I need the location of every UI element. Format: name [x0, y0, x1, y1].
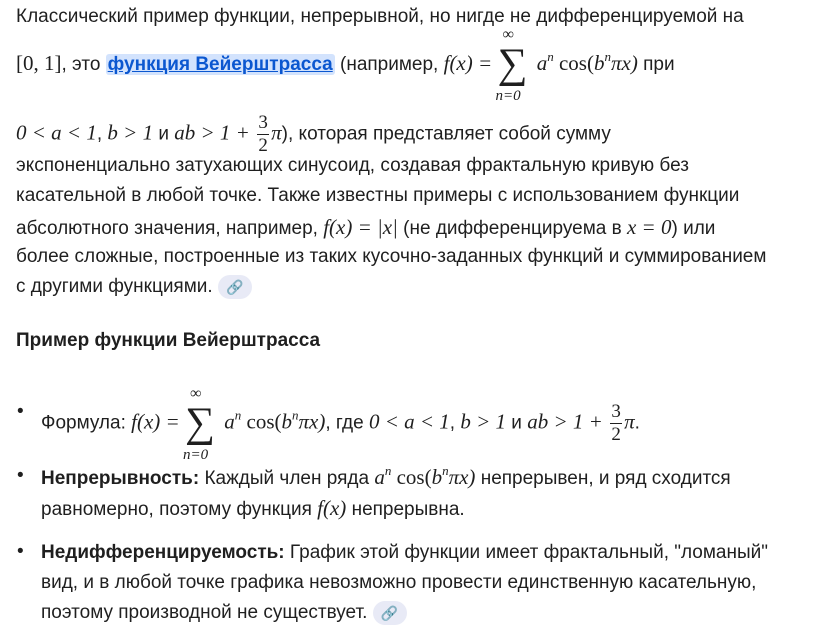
list-item-formula: Формула: f(x) = ∞ ∑ n=0 $a^n$ $\cos(b^n\pi x)$, где 0 < a < 1, b > 1 и ab > 1 + $\frac{3}{2}$ π.	[41, 384, 640, 463]
fraction: $\frac{3}{2}$	[611, 401, 621, 445]
section-heading: Пример функции Вейерштрасса	[16, 330, 321, 351]
bullet-icon: •	[17, 541, 24, 562]
list-item-nondiff-line3: поэтому производной не существует. 🔗	[41, 601, 407, 625]
list-item-nondiff: Недифференцируемость: График этой функции имеет фрактальный, "ломаный"	[41, 542, 769, 563]
paragraph-line: более сложные, построенные из таких кусочно-заданных функций и суммированием	[16, 246, 767, 267]
math-fx: f(x) =	[443, 51, 493, 75]
source-link-chip[interactable]	[218, 275, 252, 299]
paragraph-line: Классический пример функции, непрерывной, но нигде не дифференцируемой на	[16, 6, 744, 27]
math-interval: [0, 1]	[16, 51, 62, 75]
list-item-continuity: Непрерывность: Каждый член ряда $a^n$ $\cos(b^n\pi x)$ непрерывен, и ряд сходится	[41, 463, 731, 489]
paragraph-line: касательной в любой точке. Также известны примеры с использованием функции	[16, 185, 740, 206]
sum-symbol: ∞ ∑ n=0	[495, 25, 528, 104]
link-icon: 🔗	[226, 279, 244, 295]
weierstrass-function-link[interactable]: функция Вейерштрасса	[107, 54, 333, 75]
paragraph-line: экспоненциально затухающих синусоид, создавая фрактальную кривую без	[16, 155, 689, 176]
source-link-chip[interactable]	[373, 601, 407, 625]
paragraph-line: абсолютного значения, например, f(x) = |x| (не дифференцируема в x = 0) или	[16, 215, 716, 239]
paragraph-line: 0 < a < 1, b > 1 и ab > 1 + $\frac{3}{2}$ π), которая представляет собой сумму	[16, 112, 611, 156]
paragraph-line: [0, 1], это функция Вейерштрасса (например, f(x) = ∞ ∑ n=0 $a^n$ $\cos(b^n\pi x)$ при	[16, 25, 675, 104]
paragraph-line: с другими функциями. 🔗	[16, 275, 252, 299]
fraction: $\frac{3}{2}$	[258, 112, 268, 156]
bullet-icon: •	[17, 401, 24, 422]
link-icon: 🔗	[380, 605, 399, 621]
bullet-icon: •	[17, 465, 24, 486]
sum-symbol: ∞ ∑ n=0	[183, 384, 215, 463]
list-item-nondiff-line2: вид, и в любой точке графика невозможно провести единственную касательную,	[41, 572, 757, 593]
list-item-continuity-line2: равномерно, поэтому функция f(x) непрерывна.	[41, 496, 465, 520]
